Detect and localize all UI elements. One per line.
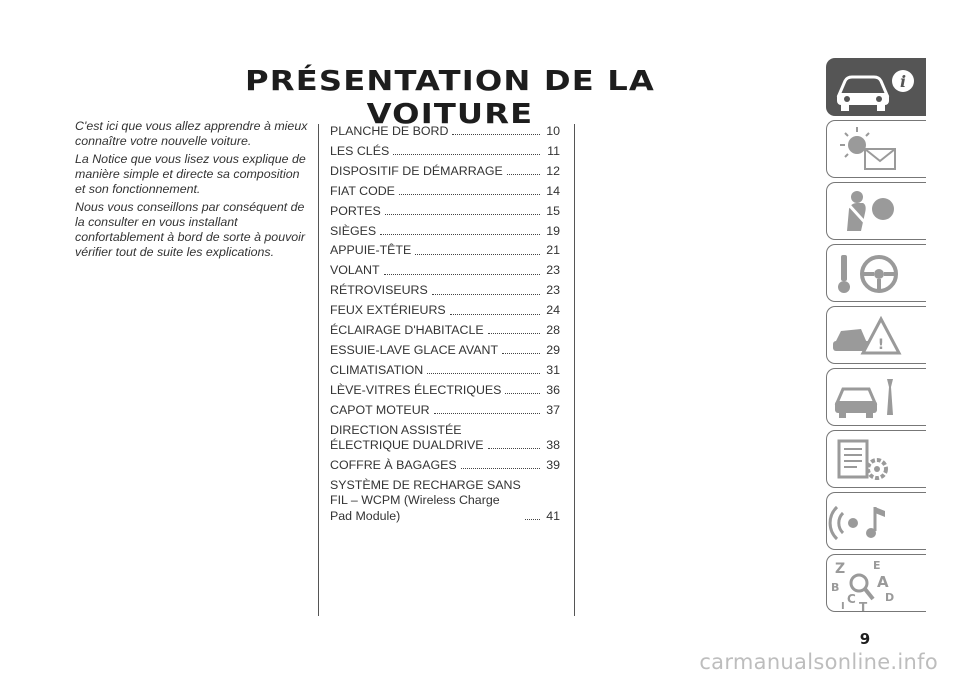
- toc-entry-page: 14: [546, 183, 560, 198]
- toc-entry[interactable]: [330, 243, 560, 258]
- toc-entry-page: 29: [546, 342, 560, 357]
- multimedia-icon: [827, 493, 927, 551]
- toc-entry-page: 38: [546, 438, 560, 452]
- toc-leader-dots: [434, 413, 540, 414]
- toc-entry-title: CLIMATISATION: [330, 362, 424, 377]
- index-letter: I: [841, 601, 845, 612]
- toc-entry-title: ESSUIE-LAVE GLACE AVANT: [330, 342, 499, 357]
- technical-data-gear-icon: [827, 431, 927, 489]
- toc-entry-page: 15: [546, 203, 560, 218]
- toc-leader-dots: [502, 353, 540, 354]
- index-letter: A: [877, 573, 889, 591]
- tab-index[interactable]: [826, 554, 926, 612]
- page-title: PRÉSENTATION DE LA VOITURE: [245, 64, 655, 130]
- toc-entry-title: PORTES: [330, 203, 381, 218]
- car-info-icon: [827, 59, 927, 117]
- toc-leader-dots: [399, 194, 540, 195]
- toc-leader-dots: [427, 373, 540, 374]
- toc-entry[interactable]: [330, 423, 560, 454]
- emergency-hazard-icon: [827, 307, 927, 365]
- svg-text:i: i: [899, 72, 907, 91]
- toc-entry-page: 11: [547, 143, 560, 158]
- toc-entry-page: 28: [546, 323, 560, 338]
- toc-leader-dots: [432, 294, 540, 295]
- alphabetical-index-icon: [827, 555, 927, 613]
- toc-entry[interactable]: [330, 204, 560, 219]
- toc-entry-page: 37: [546, 402, 560, 417]
- toc-leader-dots: [415, 254, 540, 255]
- intro-paragraph: C'est ici que vous allez apprendre à mieux connaître votre nouvelle voiture.: [75, 119, 308, 148]
- toc-entry-title: FIAT CODE: [330, 183, 395, 198]
- toc-entry[interactable]: [330, 144, 560, 159]
- toc-entry-title: LES CLÉS: [330, 143, 390, 158]
- tab-starting-driving[interactable]: [826, 244, 926, 302]
- toc-leader-dots: [507, 174, 540, 175]
- toc-entry-title: DISPOSITIF DE DÉMARRAGE: [330, 163, 503, 178]
- toc-entry[interactable]: [330, 383, 560, 398]
- toc-entry[interactable]: [330, 164, 560, 179]
- toc-leader-dots: [450, 314, 540, 315]
- toc-entry-title: FEUX EXTÉRIEURS: [330, 303, 446, 318]
- toc-entry[interactable]: [330, 403, 560, 418]
- toc-entry[interactable]: [330, 263, 560, 278]
- warning-light-message-icon: [827, 121, 927, 179]
- toc-entry-title: DIRECTION ASSISTÉE ÉLECTRIQUE DUALDRIVE: [330, 422, 484, 452]
- toc-entry-title: PLANCHE DE BORD: [330, 124, 449, 138]
- chapter-tabs: [826, 58, 928, 616]
- toc-entry-title: ÉCLAIRAGE D'HABITACLE: [330, 323, 484, 338]
- tab-warning-lights[interactable]: [826, 120, 926, 178]
- intro-text: [75, 119, 313, 263]
- index-letter: T: [859, 600, 868, 613]
- toc-leader-dots: [452, 134, 540, 135]
- toc-entry-page: 12: [546, 163, 560, 178]
- toc-entry-page: 23: [546, 263, 560, 278]
- toc-entry-title: VOLANT: [330, 263, 380, 278]
- toc-entry[interactable]: [330, 124, 560, 139]
- toc-leader-dots: [505, 393, 540, 394]
- toc-entry[interactable]: [330, 363, 560, 378]
- toc-entry-page: 36: [546, 382, 560, 397]
- index-letter: D: [885, 591, 895, 604]
- column-divider: [318, 124, 319, 616]
- key-steering-wheel-icon: [827, 245, 927, 303]
- toc-entry[interactable]: [330, 224, 560, 239]
- toc-entry-page: 31: [546, 362, 560, 377]
- watermark: carmanualsonline.info: [699, 650, 938, 674]
- tab-safety[interactable]: [826, 182, 926, 240]
- index-letter: C: [847, 592, 856, 606]
- toc-entry-title: CAPOT MOTEUR: [330, 402, 430, 417]
- toc-entry[interactable]: [330, 184, 560, 199]
- car-maintenance-icon: [827, 369, 927, 427]
- toc-entry-title: RÉTROVISEURS: [330, 283, 428, 298]
- toc-entry-page: 19: [546, 223, 560, 238]
- toc-entry-title: SIÈGES: [330, 223, 377, 238]
- toc-leader-dots: [384, 274, 540, 275]
- column-divider: [574, 124, 575, 616]
- toc-entry-title: APPUIE-TÊTE: [330, 243, 412, 258]
- toc-entry-page: 41: [546, 508, 560, 523]
- toc-leader-dots: [380, 234, 540, 235]
- toc-entry-page: 23: [546, 283, 560, 298]
- toc-entry[interactable]: [330, 458, 560, 473]
- toc-entry-page: 10: [546, 124, 560, 138]
- toc-leader-dots: [385, 214, 540, 215]
- tab-car-info[interactable]: [826, 58, 926, 116]
- tab-emergency[interactable]: [826, 306, 926, 364]
- toc-entry-title: SYSTÈME DE RECHARGE SANS FIL – WCPM (Wireless Charge Pad Module): [330, 477, 521, 523]
- toc-leader-dots: [461, 468, 540, 469]
- index-letter: B: [831, 581, 840, 594]
- tab-technical-data[interactable]: [826, 430, 926, 488]
- seatbelt-airbag-icon: [827, 183, 927, 241]
- page-number: 9: [859, 630, 871, 648]
- svg-text:!: !: [877, 337, 885, 353]
- toc-entry[interactable]: [330, 478, 560, 524]
- tab-maintenance[interactable]: [826, 368, 926, 426]
- toc-entry[interactable]: [330, 303, 560, 318]
- index-letter: Z: [835, 561, 846, 577]
- toc-entry-page: 39: [546, 457, 560, 472]
- intro-paragraph: La Notice que vous lisez vous explique de manière simple et directe sa composition et son fonctionnement.: [75, 152, 306, 196]
- toc-entry-page: 24: [546, 303, 560, 318]
- toc-entry[interactable]: [330, 323, 560, 338]
- toc-leader-dots: [393, 154, 540, 155]
- tab-multimedia[interactable]: [826, 492, 926, 550]
- toc-entry-page: 21: [546, 243, 560, 258]
- index-letter: E: [873, 559, 881, 572]
- toc-entry[interactable]: [330, 283, 560, 298]
- intro-paragraph: Nous vous conseillons par conséquent de la consulter en vous installant confortablement à bord de sorte à pouvoir vérifier tout de suite les explications.: [75, 200, 306, 259]
- table-of-contents: [330, 124, 560, 529]
- toc-entry[interactable]: [330, 343, 560, 358]
- toc-leader-dots: [525, 519, 540, 520]
- toc-entry-title: COFFRE À BAGAGES: [330, 457, 457, 472]
- toc-entry-title: LÈVE-VITRES ÉLECTRIQUES: [330, 382, 502, 397]
- toc-leader-dots: [488, 333, 540, 334]
- toc-leader-dots: [488, 448, 540, 449]
